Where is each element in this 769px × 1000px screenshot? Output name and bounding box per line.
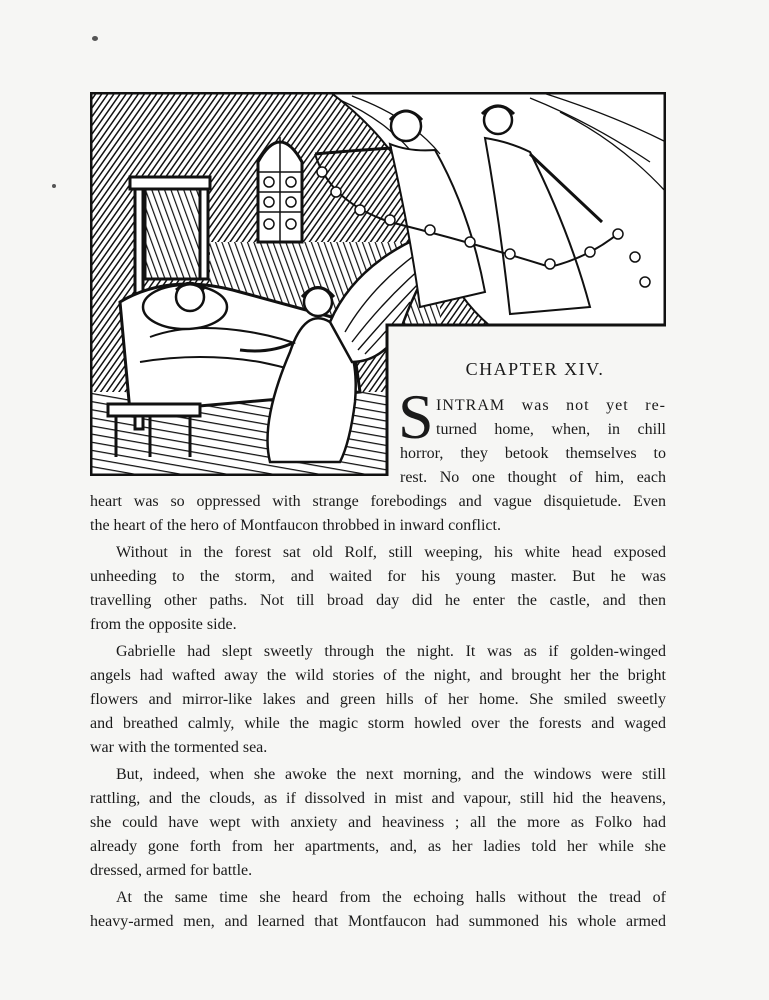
text-line: turned home, when, in chill: [436, 421, 666, 438]
chapter-illustration: [90, 92, 666, 476]
text-line: heavy-armed men, and learned that Montfaucon had summoned his whole armed: [90, 913, 666, 930]
chapter-title: CHAPTER XIV.: [465, 359, 605, 379]
text-line: horror, they betook themselves to: [400, 445, 666, 462]
text-line: INTRAM was not yet re-: [436, 397, 666, 414]
text-line: dressed, armed for battle.: [90, 862, 253, 879]
text-line: flowers and mirror-like lakes and green hills of her home. She smiled sweetly: [90, 691, 666, 708]
text-line: the heart of the hero of Montfaucon throbbed in inward conflict.: [90, 517, 501, 534]
text-line: angels had wafted away the wild stories of the night, and brought her the bright: [90, 667, 666, 684]
text-line: already gone forth from her apartments, and, as her ladies told her while she: [90, 838, 666, 855]
text-line: Gabrielle had slept sweetly through the night. It was as if golden-winged: [116, 643, 666, 660]
text-line: she could have wept with anxiety and heaviness ; all the more as Folko had: [90, 814, 666, 831]
text-line: Without in the forest sat old Rolf, still weeping, his white head exposed: [116, 544, 666, 561]
text-line: war with the tormented sea.: [90, 739, 268, 756]
text-line: travelling other paths. Not till broad day did he enter the castle, and then: [90, 592, 666, 609]
text-line: and breathed calmly, while the magic storm howled over the forests and waged: [90, 715, 666, 732]
text-line: At the same time she heard from the echoing halls without the tread of: [116, 889, 666, 906]
paper-speck: [92, 36, 98, 41]
paper-speck: [52, 184, 56, 188]
text-line: heart was so oppressed with strange forebodings and vague disquietude. Even: [90, 493, 666, 510]
drop-cap: S: [398, 381, 434, 452]
text-line: rattling, and the clouds, as if dissolved in mist and vapour, still hid the heavens,: [90, 790, 666, 807]
text-line: from the opposite side.: [90, 616, 237, 633]
text-line: rest. No one thought of him, each: [400, 469, 666, 486]
text-line: But, indeed, when she awoke the next morning, and the windows were still: [116, 766, 666, 783]
text-line: unheeding to the storm, and waited for his young master. But he was: [90, 568, 666, 585]
